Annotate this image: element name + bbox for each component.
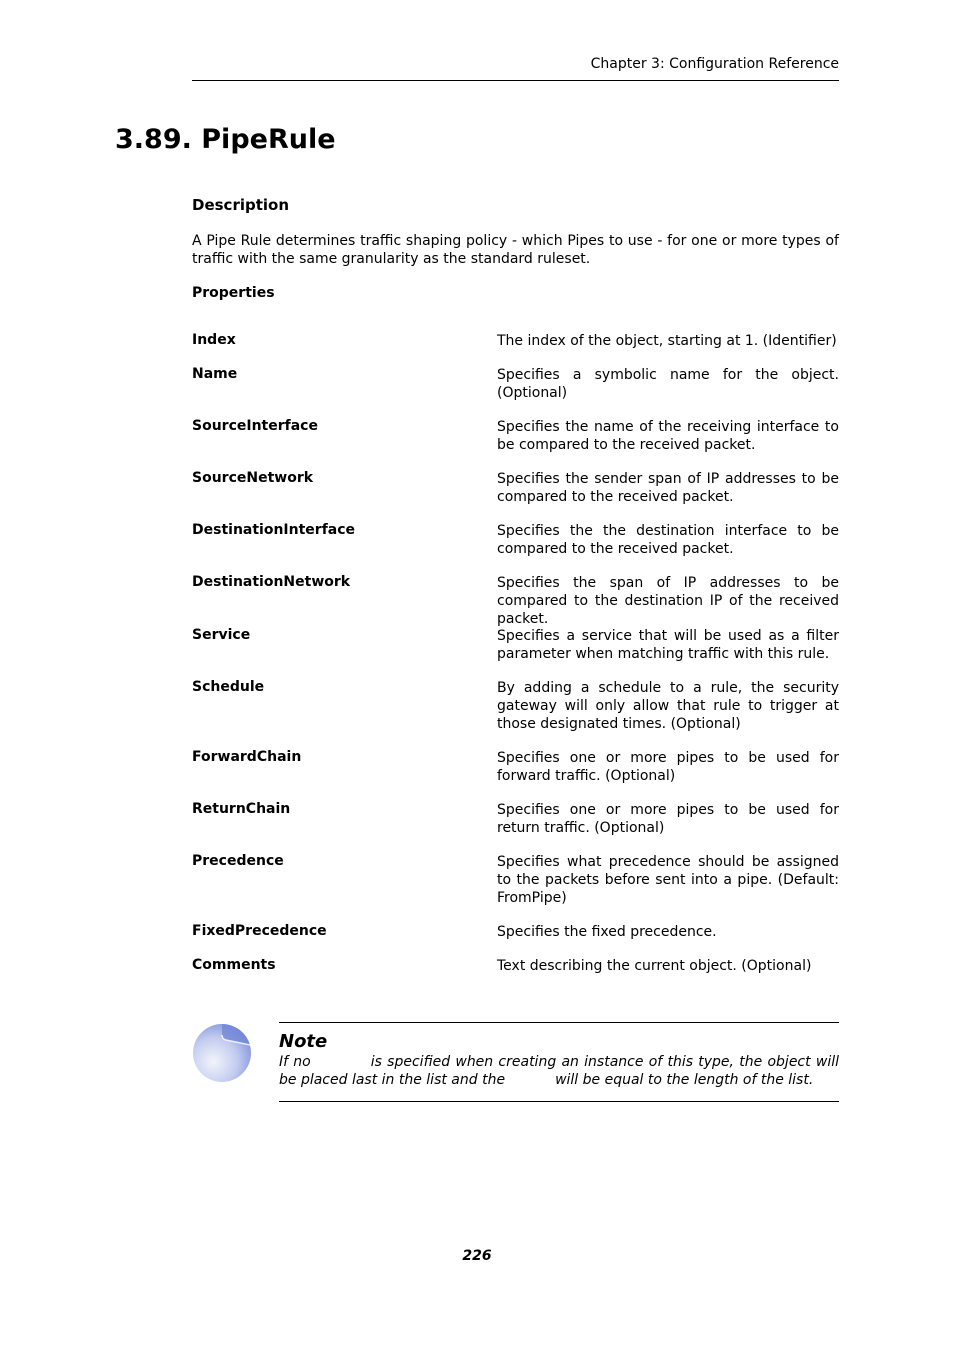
property-description: Specifies a service that will be used as a filter parameter when matching traffic with this rule. <box>497 628 839 662</box>
note-text-part: If no <box>279 1054 311 1070</box>
property-name: Schedule <box>192 679 265 695</box>
description-heading: Description <box>192 196 290 214</box>
note-icon <box>192 1023 252 1083</box>
property-name: Name <box>192 366 238 382</box>
page-number: 226 <box>462 1248 492 1264</box>
property-description: Specifies the fixed precedence. <box>497 924 717 940</box>
description-text: A Pipe Rule determines traffic shaping policy - which Pipes to use - for one or more types of traffic with the same granularity as the standard ruleset. <box>192 233 839 267</box>
properties-heading: Properties <box>192 285 275 301</box>
property-description: Specifies the span of IP addresses to be compared to the destination IP of the received packet. <box>497 575 839 627</box>
note-text-part: will be equal to the length of the list. <box>555 1072 814 1088</box>
property-description: The index of the object, starting at 1. (Identifier) <box>497 333 837 349</box>
note-text <box>279 1053 839 1089</box>
property-description: Specifies the name of the receiving interface to be compared to the received packet. <box>497 419 839 453</box>
property-name: SourceInterface <box>192 418 318 434</box>
property-name: SourceNetwork <box>192 470 314 486</box>
property-description: Specifies one or more pipes to be used for forward traffic. (Optional) <box>497 750 839 784</box>
property-description: Specifies the the destination interface to be compared to the received packet. <box>497 523 839 557</box>
property-name: ReturnChain <box>192 801 291 817</box>
property-description: Specifies one or more pipes to be used for return traffic. (Optional) <box>497 802 839 836</box>
section-title: 3.89. PipeRule <box>115 124 336 155</box>
property-name: Precedence <box>192 853 284 869</box>
property-description: Specifies a symbolic name for the object. (Optional) <box>497 367 839 401</box>
property-name: DestinationInterface <box>192 522 356 538</box>
property-name: FixedPrecedence <box>192 923 327 939</box>
property-name: Service <box>192 627 251 643</box>
note-title: Note <box>279 1031 328 1052</box>
property-description: Specifies what precedence should be assigned to the packets before sent into a pipe. (Default: FromPipe) <box>497 854 839 906</box>
property-name: DestinationNetwork <box>192 574 351 590</box>
property-name: ForwardChain <box>192 749 302 765</box>
property-description: Text describing the current object. (Optional) <box>497 958 812 974</box>
note-text-part: is specified when creating an instance of this type, the object will be placed last in the list and the <box>279 1054 839 1088</box>
property-description: By adding a schedule to a rule, the security gateway will only allow that rule to trigger at those designated times. (Optional) <box>497 680 839 732</box>
property-name: Comments <box>192 957 276 973</box>
property-name: Index <box>192 332 236 348</box>
note-box <box>279 1022 839 1102</box>
chapter-title: Chapter 3: Configuration Reference <box>590 56 839 72</box>
running-header <box>192 55 839 81</box>
property-description: Specifies the sender span of IP addresses to be compared to the received packet. <box>497 471 839 505</box>
